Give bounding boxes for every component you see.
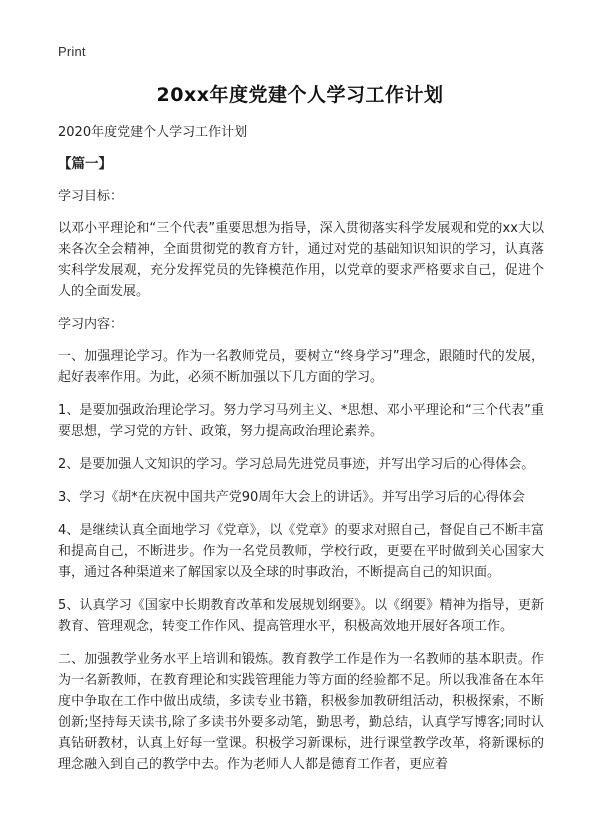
paragraph-theory-study: 一、加强理论学习。作为一名教师党员，要树立“终身学习”理念，跟随时代的发展，起好表率作用。为此，必须不断加强以下几方面的学习。 bbox=[58, 349, 544, 385]
document-body bbox=[58, 122, 544, 787]
page-title: 20xx年度党建个人学习工作计划 bbox=[156, 84, 444, 106]
paragraph-item-3: 3、学习《胡*在庆祝中国共产党90周年大会上的讲话》。并写出学习后的心得体会 bbox=[58, 490, 525, 505]
paragraph-content-label: 学习内容： bbox=[58, 317, 124, 332]
paragraph-item-5: 5、认真学习《国家中长期教育改革和发展规划纲要》。以《纲要》精神为指导，更新教育、管理观念，转变工作作风、提高管理水平，积极高效地开展好各项工作。 bbox=[58, 598, 544, 634]
paragraph-goal-label: 学习目标： bbox=[58, 189, 124, 204]
paragraph-teaching-training: 二、加强教学业务水平上培训和锻炼。教育教学工作是作为一名教师的基本职责。作为一名新教师，在教育理论和实践管理能力等方面的经验都不足。所以我准备在本年度中争取在工作中做出成绩，多读专业书籍，积极参加教研组活动，积极探索，不断创新;坚持每天读书,除了多读书外要多动笔，勤思考，勤总结，认真学写博客;同时认真钻研教材，认真上好每一堂课。积极学习新课标，进行课堂教学改革，将新课标的理念融入到自己的教学中去。作为老师人人都是德育工作者，更应着 bbox=[58, 652, 544, 772]
subtitle-paragraph: 2020年度党建个人学习工作计划 bbox=[58, 125, 248, 140]
paragraph-item-1: 1、是要加强政治理论学习。努力学习马列主义、*思想、邓小平理论和“三个代表”重要思想，学习党的方针、政策，努力提高政治理论素养。 bbox=[58, 403, 544, 439]
paragraph-goal-text: 以邓小平理论和“三个代表”重要思想为指导，深入贯彻落实科学发展观和党的xx大以来各次全会精神，全面贯彻党的教育方针，通过对党的基础知识知识的学习，认真落实科学发展观，充分发挥党员的先锋模范作用，以党章的要求严格要求自己，促进个人的全面发展。 bbox=[58, 221, 544, 299]
print-label: Print bbox=[58, 44, 86, 59]
paragraph-item-4: 4、是继续认真全面地学习《党章》，以《党章》的要求对照自己，督促自己不断丰富和提高自己，不断进步。作为一名党员教师，学校行政，更要在平时做到关心国家大事，通过各种渠道来了解国家以及全球的时事政治，不断提高自己的知识面。 bbox=[58, 523, 544, 580]
section-heading: 【篇一】 bbox=[58, 156, 112, 172]
paragraph-item-2: 2、是要加强人文知识的学习。学习总局先进党员事迹，并写出学习后的心得体会。 bbox=[58, 457, 535, 472]
